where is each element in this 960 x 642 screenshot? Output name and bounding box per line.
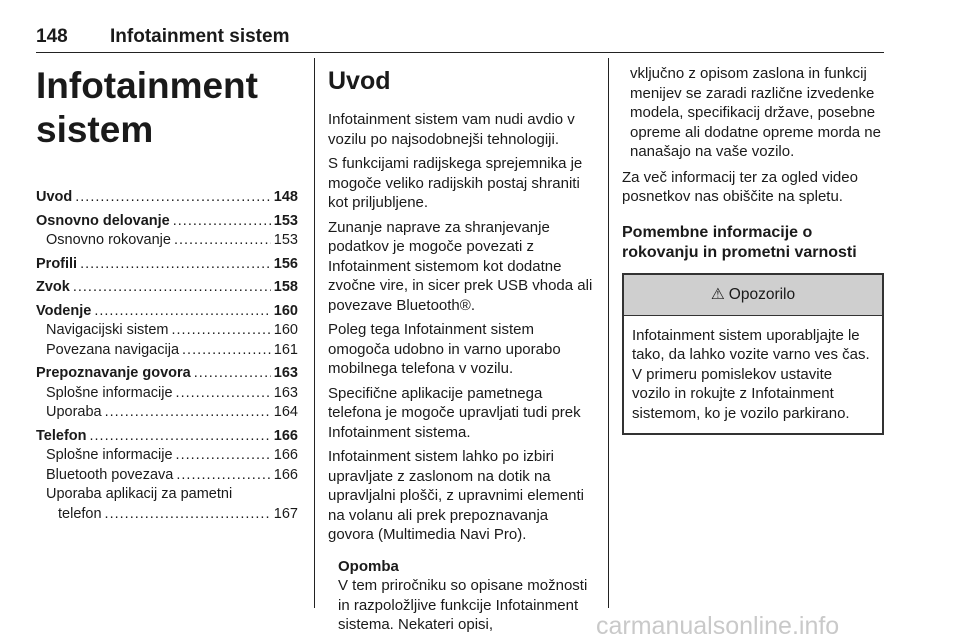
toc-page: 166 <box>273 466 298 483</box>
toc-label: Profili <box>36 255 78 272</box>
toc-page: 156 <box>273 255 298 272</box>
toc-page: 160 <box>273 322 298 338</box>
watermark: carmanualsonline.info <box>596 612 840 640</box>
note-text: V tem priročniku so opisane možnosti in razpoložljive funkcije Infotainment sistema. Nekateri opisi, <box>338 577 588 633</box>
toc-page: 164 <box>273 404 298 420</box>
paragraph: Poleg tega Infotainment sistem omogoča udobno in varno uporabo mobilnega telefona v vozilu. <box>328 321 561 377</box>
page-number: 148 <box>36 26 68 47</box>
paragraph: S funkcijami radijskega sprejemnika je mogoče veliko radijskih postaj shraniti kot priljubljene. <box>328 155 583 211</box>
toc-label: Uvod <box>36 189 73 205</box>
warning-icon: ⚠ <box>710 286 725 303</box>
toc-label: Splošne informacije <box>46 447 173 463</box>
toc-label: Telefon <box>36 427 87 444</box>
toc-label: Prepoznavanje govora <box>36 365 191 381</box>
warning-text: Infotainment sistem uporabljajte le tako, da lahko vozite varno ves čas. V primeru pomislekov ustavite vozilo in rokujte z Infotainment sistemom, ko je vozilo parkirano. <box>632 326 870 422</box>
chapter-title: Infotainment sistem <box>36 65 258 150</box>
list-item-text: vključno z opisom zaslona in funkcij menijev se zaradi različne izvedenke modela, specifikacij države, posebne opreme ali dodatne opreme morda ne nanašajo na vaše vozilo. <box>630 65 881 160</box>
toc-page: 158 <box>273 279 298 295</box>
toc-subentry-continuation[interactable] <box>36 505 298 525</box>
toc-page: 153 <box>273 212 298 229</box>
note-block <box>328 557 594 635</box>
toc-page: 166 <box>273 427 298 444</box>
section-title: Uvod <box>328 67 391 95</box>
toc-label: Povezana navigacija <box>46 341 180 358</box>
toc-label: Vodenje <box>36 302 92 319</box>
toc-entry[interactable] <box>36 302 298 322</box>
warning-box <box>622 273 884 436</box>
warning-title: Opozorilo <box>728 285 796 303</box>
toc-subentry[interactable] <box>36 403 298 423</box>
toc-label: Uporaba <box>46 404 102 420</box>
toc-label: Zvok <box>36 279 70 295</box>
toc-subentry[interactable] <box>36 384 298 404</box>
toc-page: 153 <box>273 232 298 248</box>
toc-page: 167 <box>273 505 298 522</box>
intro-column <box>328 58 594 640</box>
subheading: Pomembne informacije o rokovanju in prometni varnosti <box>622 223 857 261</box>
toc-entry[interactable] <box>36 427 298 447</box>
toc-page: 161 <box>273 341 298 358</box>
toc-column <box>36 58 298 524</box>
toc-label: Navigacijski sistem <box>46 322 169 338</box>
paragraph: Specifične aplikacije pametnega telefona je mogoče upravljati tudi prek Infotainment sistema. <box>328 384 581 441</box>
paragraph: Infotainment sistem lahko po izbiri upravljate z zaslonom na dotik na upravljalni plošči, z upravnimi elementi na volanu ali prek prepoznavanja govora (Multimedia Navi Pro). <box>328 448 584 543</box>
toc-subentry[interactable] <box>36 446 298 466</box>
running-title: Infotainment sistem <box>110 26 290 47</box>
toc-page: 160 <box>273 302 298 319</box>
note-title: Opomba <box>338 557 399 575</box>
toc-label: Splošne informacije <box>46 384 173 401</box>
toc-subentry-wrapped[interactable]: Uporaba aplikacij za pametni <box>46 486 233 502</box>
table-of-contents <box>36 188 298 524</box>
paragraph: Za več informacij ter za ogled video posnetkov nas obiščite na spletu. <box>622 168 858 205</box>
toc-entry[interactable] <box>36 188 298 208</box>
column-divider <box>608 58 609 608</box>
paragraph: Zunanje naprave za shranjevanje podatkov je mogoče povezati z Infotainment sistemom kot dodatne zvočne vire, in sicer prek USB vhoda ali povezave Bluetooth®. <box>328 218 593 314</box>
toc-subentry[interactable] <box>36 341 298 361</box>
toc-subentry[interactable] <box>36 231 298 251</box>
toc-entry[interactable] <box>36 212 298 232</box>
paragraph: Infotainment sistem vam nudi avdio v vozilu po najsodobnejši tehnologiji. <box>328 111 575 148</box>
toc-entry[interactable] <box>36 255 298 275</box>
toc-page: 163 <box>273 365 298 381</box>
toc-page: 148 <box>273 189 298 205</box>
column-divider <box>314 58 315 608</box>
toc-subentry[interactable] <box>36 321 298 341</box>
warning-header <box>624 275 882 316</box>
safety-column <box>622 64 884 435</box>
toc-label: Osnovno delovanje <box>36 212 170 229</box>
toc-entry[interactable] <box>36 278 298 298</box>
page-header <box>36 18 884 53</box>
toc-page: 166 <box>273 447 298 463</box>
toc-label: Bluetooth povezava <box>46 466 174 483</box>
list-item <box>622 64 884 162</box>
toc-entry[interactable] <box>36 364 298 384</box>
toc-label: Osnovno rokovanje <box>46 232 171 248</box>
toc-label: telefon <box>58 505 102 522</box>
toc-page: 163 <box>273 384 298 401</box>
toc-subentry[interactable] <box>36 466 298 486</box>
